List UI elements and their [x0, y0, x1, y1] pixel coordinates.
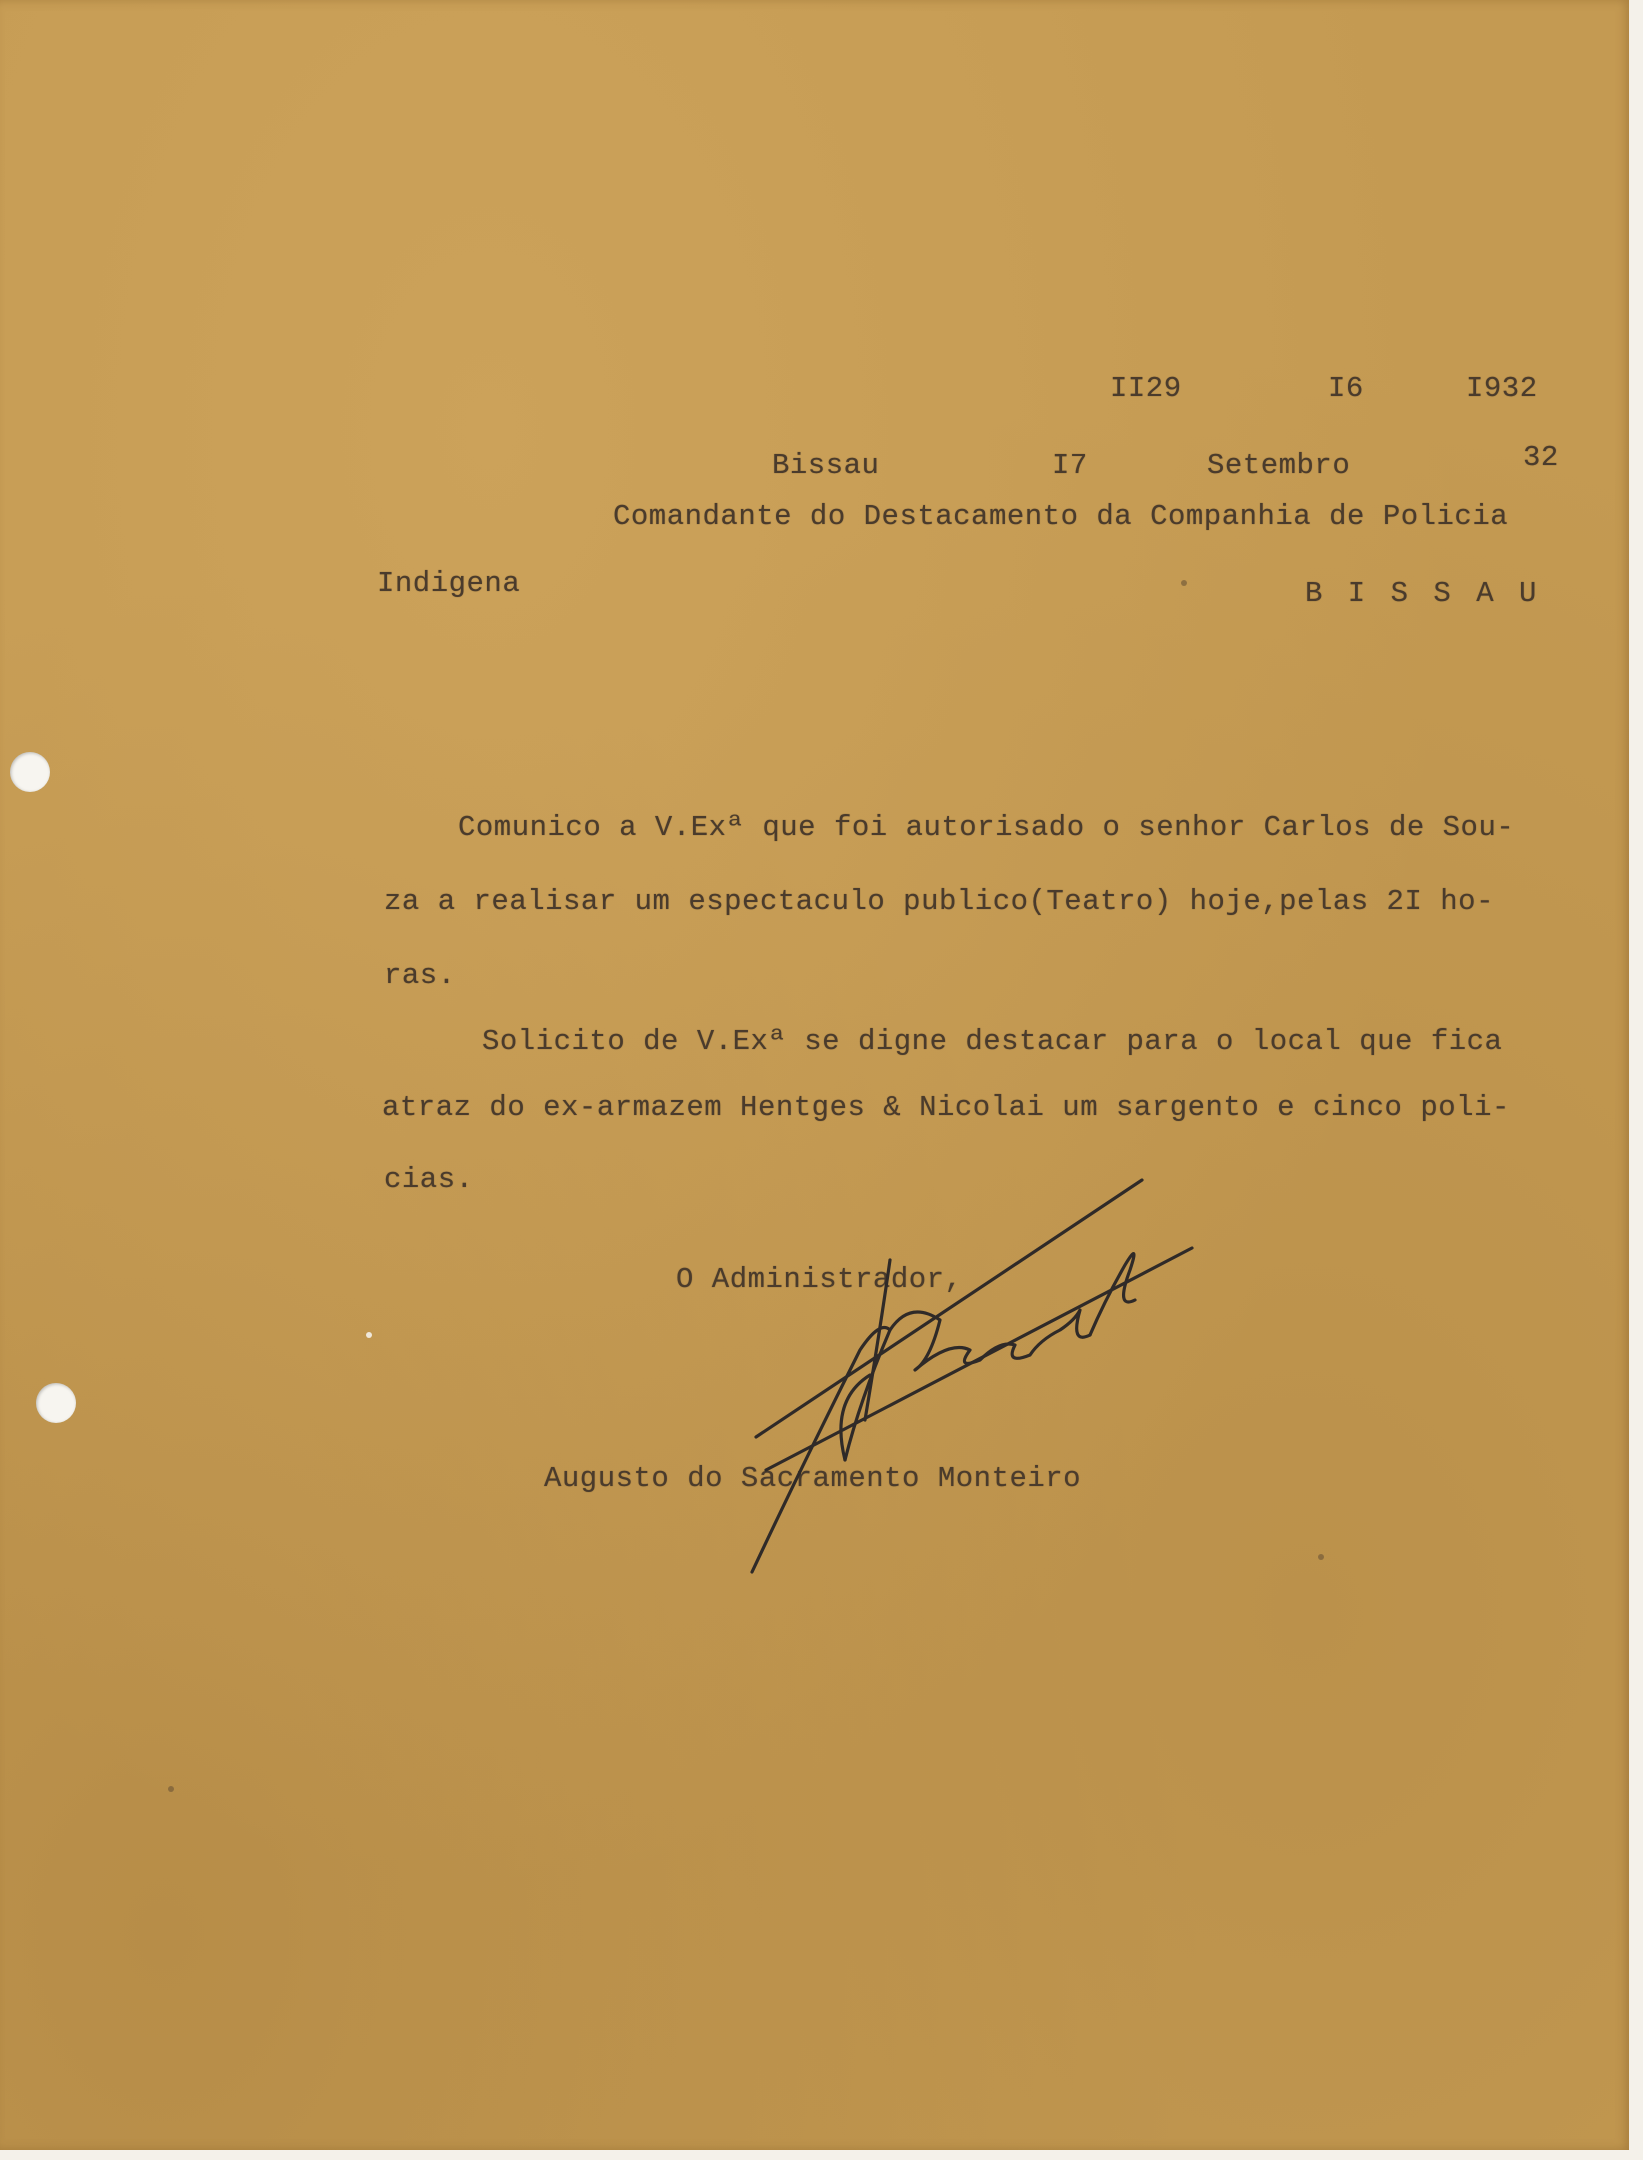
paper-speck: [1318, 1554, 1324, 1560]
paper-speck: [1181, 580, 1187, 586]
dateline-month: Setembro: [1207, 449, 1351, 482]
addressee-line: Indigena: [377, 567, 521, 600]
signatory-name: Augusto do Sacramento Monteiro: [544, 1462, 1082, 1495]
body-line: Comunico a V.Exª que foi autorisado o senhor Carlos de Sou-: [458, 811, 1515, 844]
closing-title: O Administrador,: [676, 1263, 963, 1296]
punch-hole-bottom: [36, 1383, 76, 1423]
body-line: ras.: [384, 959, 456, 992]
handwritten-signature: [740, 1170, 1210, 1580]
body-line: atraz do ex-armazem Hentges & Nicolai um sargento e cinco poli-: [382, 1091, 1510, 1124]
dateline-day: I7: [1052, 449, 1088, 482]
reference-year: I932: [1466, 372, 1538, 405]
body-line: za a realisar um espectaculo publico(Teatro) hoje,pelas 2I ho-: [384, 885, 1494, 918]
scan-margin-bottom: [0, 2150, 1643, 2160]
dateline-place: Bissau: [772, 449, 880, 482]
paper-speck: [168, 1786, 174, 1792]
punch-hole-top: [10, 752, 50, 792]
dateline-year: 32: [1523, 441, 1559, 474]
body-line: cias.: [384, 1163, 474, 1196]
reference-number: I6: [1328, 372, 1364, 405]
reference-number: II29: [1110, 372, 1182, 405]
scan-margin-right: [1629, 0, 1643, 2160]
addressee-city: B I S S A U: [1305, 577, 1541, 610]
addressee-line: Comandante do Destacamento da Companhia de Policia: [613, 500, 1509, 533]
paper-speck: [366, 1332, 372, 1338]
body-line: Solicito de V.Exª se digne destacar para o local que fica: [482, 1025, 1503, 1058]
